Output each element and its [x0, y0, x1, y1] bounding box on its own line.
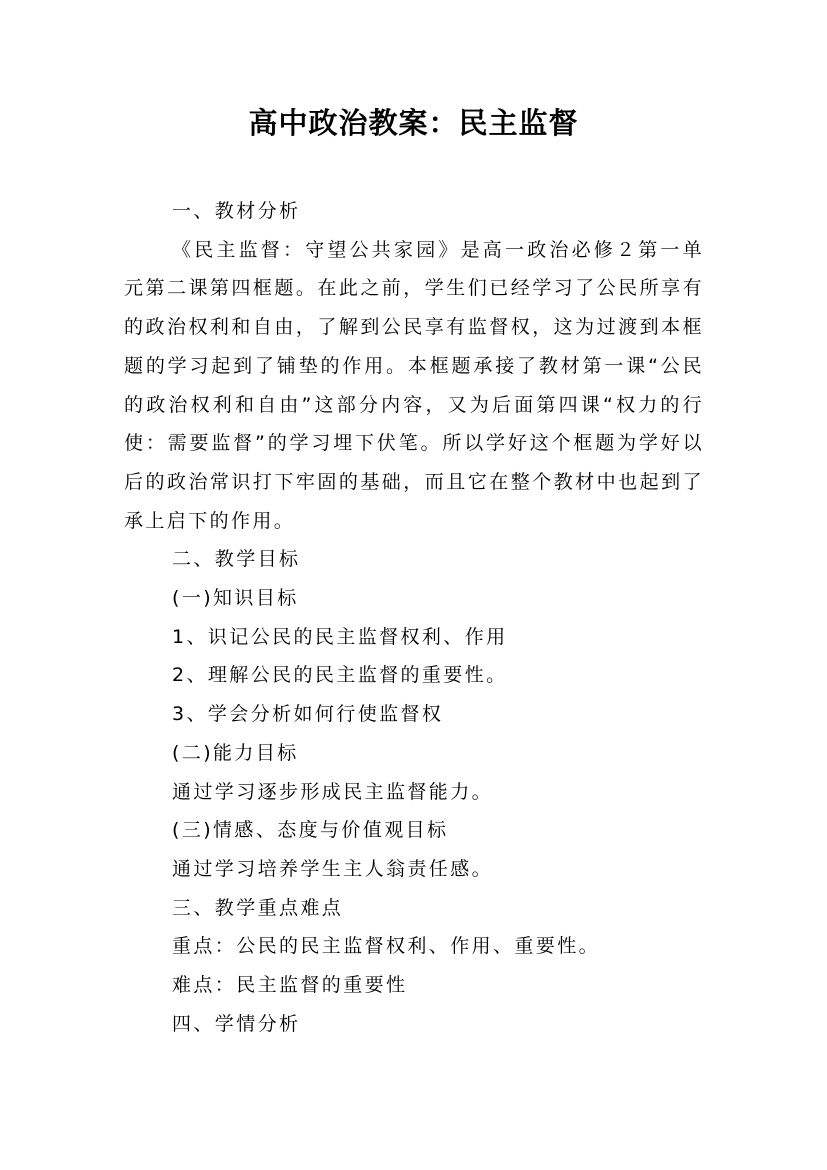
key-point-text: 重点：公民的民主监督权利、作用、重要性。: [172, 935, 601, 958]
difficult-point-text: 难点：民主监督的重要性: [172, 974, 408, 997]
document-body: [124, 192, 704, 1043]
document-title: 高中政治教案：民主监督: [248, 106, 579, 140]
ability-objective-text: 通过学习逐步形成民主监督能力。: [172, 780, 494, 803]
objective-item-2: 2、理解公民的民主监督的重要性。: [172, 664, 508, 687]
section-heading-teaching-objectives: 二、教学目标: [172, 548, 301, 571]
subheading-ability-objectives: (二)能力目标: [172, 741, 299, 764]
emotion-objective-text: 通过学习培养学生主人翁责任感。: [172, 857, 494, 880]
subheading-emotion-objectives: (三)情感、态度与价值观目标: [172, 819, 449, 842]
subheading-knowledge-objectives: (一)知识目标: [172, 587, 299, 610]
objective-item-3: 3、学会分析如何行使监督权: [172, 703, 444, 726]
section-heading-textbook-analysis: 一、教材分析: [172, 200, 301, 222]
section-heading-learner-analysis: 四、学情分析: [172, 1012, 301, 1035]
section-heading-key-points: 三、教学重点难点: [172, 896, 344, 919]
textbook-analysis-paragraph: 《民主监督：守望公共家园》是高一政治必修２第一单元第二课第四框题。在此之前，学生们已经学习了公民所享有的政治权利和自由，了解到公民享有监督权，这为过渡到本框题的学习起到了铺垫的作用。本框题承接了教材第一课“公民的政治权利和自由”这部分内容，又为后面第四课“权力的行使：需要监督”的学习埋下伏笔。所以学好这个框题为学好以后的政治常识打下牢固的基础，而且它在整个教材中也起到了承上启下的作用。: [124, 238, 704, 532]
objective-item-1: 1、识记公民的民主监督权利、作用: [172, 625, 508, 648]
